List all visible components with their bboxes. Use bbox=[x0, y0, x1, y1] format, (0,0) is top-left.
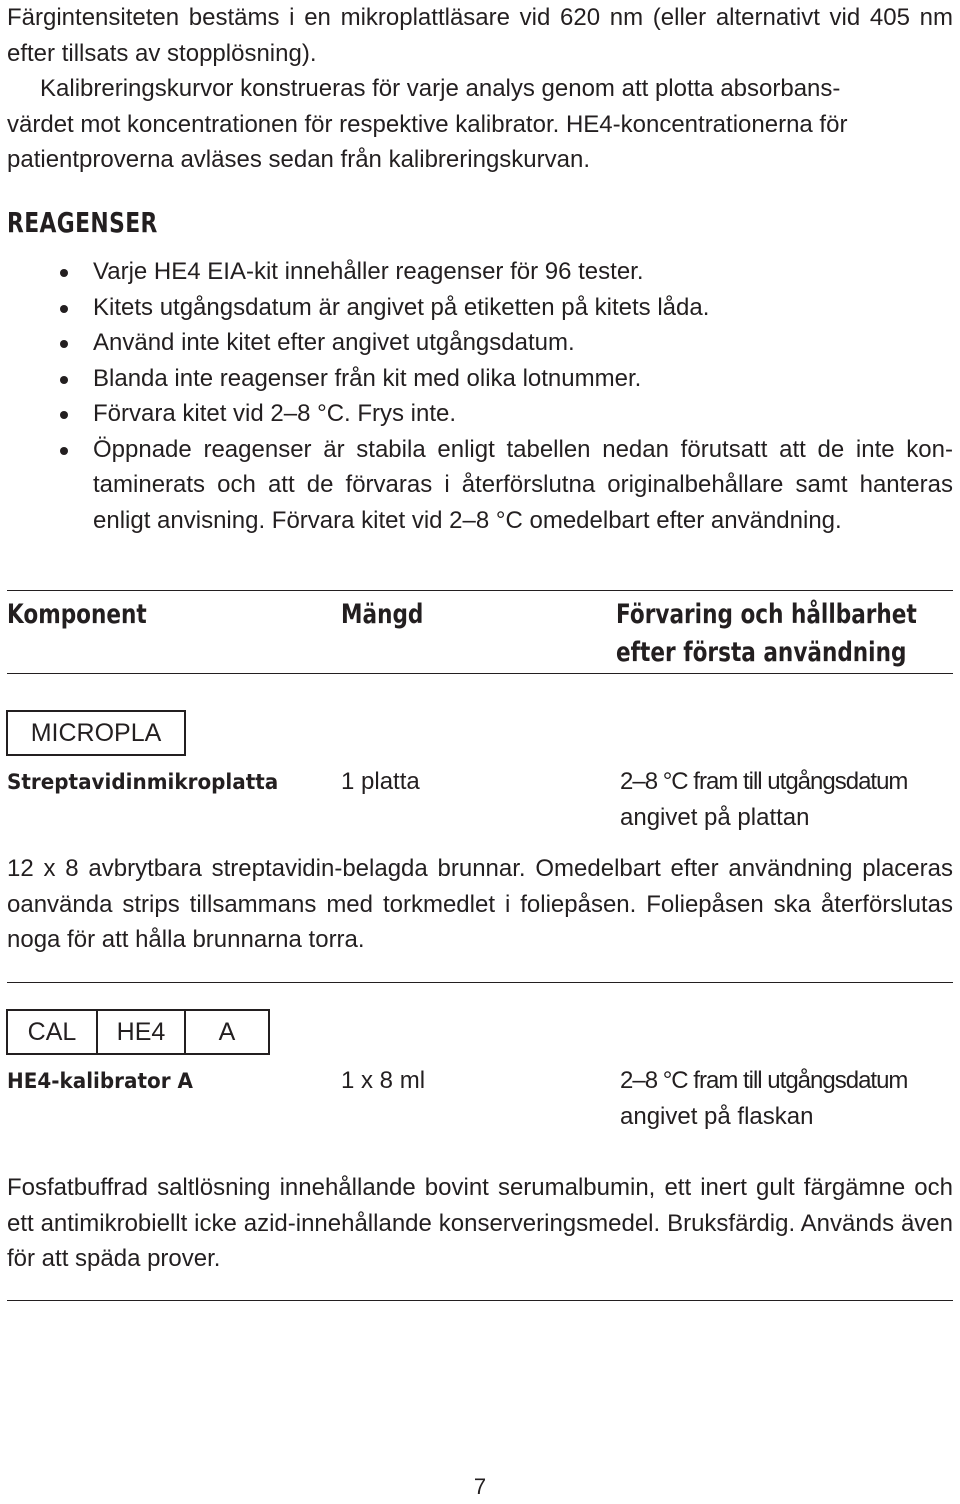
component-symbol-box bbox=[6, 1009, 270, 1055]
symbol-cell: A bbox=[184, 1011, 268, 1053]
table-header-rule bbox=[7, 673, 953, 674]
bullet-item bbox=[0, 432, 953, 539]
page-number: 7 bbox=[473, 1474, 487, 1499]
bullet-text: Använd inte kitet efter angivet utgångsdatum. bbox=[93, 329, 575, 356]
bullet-icon bbox=[60, 411, 68, 419]
column-header-storage-line-1: Förvaring och hållbarhet bbox=[616, 599, 917, 630]
storage-line: angivet på flaskan bbox=[620, 1102, 814, 1130]
component-storage bbox=[620, 1063, 950, 1134]
column-header-amount: Mängd bbox=[341, 599, 424, 630]
bullet-text: Varje HE4 EIA-kit innehåller reagenser för 96 tester. bbox=[93, 258, 644, 285]
bullet-text: Blanda inte reagenser från kit med olika lotnummer. bbox=[93, 364, 642, 392]
component-storage bbox=[620, 764, 950, 835]
column-header-storage-line-2: efter första användning bbox=[616, 637, 907, 668]
component-name: HE4-kalibrator A bbox=[7, 1069, 193, 1093]
bullet-item bbox=[0, 361, 953, 397]
bullet-item bbox=[0, 290, 953, 326]
table-bottom-rule bbox=[7, 1300, 953, 1301]
intro-paragraph-2-rest: värdet mot koncentrationen för respektive kalibrator. HE4-koncentrationerna för patientproverna avläses sedan från kalibreringskurvan. bbox=[7, 110, 848, 173]
bullet-item bbox=[0, 254, 953, 290]
section-heading-reagents: REAGENSER bbox=[7, 206, 158, 239]
table-top-rule bbox=[7, 590, 953, 591]
component-name: Streptavidinmikroplatta bbox=[7, 770, 279, 794]
column-header-component: Komponent bbox=[7, 599, 147, 630]
bullet-text: Förvara kitet vid 2–8 °C. Frys inte. bbox=[93, 400, 457, 427]
bullet-icon bbox=[60, 340, 68, 348]
reagents-bullet-list bbox=[0, 254, 960, 538]
bullet-icon bbox=[60, 376, 68, 384]
symbol-cell: CAL bbox=[27, 1017, 77, 1046]
bullet-icon bbox=[60, 269, 68, 277]
storage-line: angivet på plattan bbox=[620, 803, 810, 831]
bullet-text: Öppnade reagenser är stabila enligt tabellen nedan förutsatt att de inte kon- taminerats och att de förvaras i återförslutna originalbehållare samt hanteras enligt anvisning. Förvara kitet vid 2–8 °C omedelbart efter användning. bbox=[93, 435, 953, 534]
storage-line: 2–8 °C fram till utgångsdatum bbox=[620, 768, 908, 795]
component-amount: 1 x 8 ml bbox=[341, 1067, 426, 1094]
intro-section bbox=[7, 0, 953, 178]
component-symbol-box bbox=[6, 710, 186, 756]
component-amount: 1 platta bbox=[341, 768, 420, 795]
intro-paragraph-2-first-line: Kalibreringskurvor konstrueras för varje analys genom att plotta absorbans- bbox=[40, 75, 841, 102]
symbol-cell: HE4 bbox=[96, 1011, 184, 1053]
intro-paragraph-1: Färgintensiteten bestäms i en mikroplattläsare vid 620 nm (eller alternativt vid 405 nm efter tillsats av stopplösning). bbox=[7, 4, 953, 67]
bullet-item bbox=[0, 396, 953, 432]
bullet-icon bbox=[60, 447, 68, 455]
symbol-cell: MICROPLA bbox=[30, 718, 162, 747]
component-description: Fosfatbuffrad saltlösning innehållande bovint serumalbumin, ett inert gult färgämne och ett antimikrobiellt icke azid-innehållande konserveringsmedel. Bruksfärdig. Används även för att späda prover. bbox=[7, 1174, 953, 1272]
storage-line: 2–8 °C fram till utgångsdatum bbox=[620, 1067, 908, 1094]
component-description: 12 x 8 avbrytbara streptavidin-belagda brunnar. Omedelbart efter användning placeras oanvända strips tillsammans med torkmedlet i foliepåsen. Foliepåsen ska återförslutas noga för att hålla brunnarna torra. bbox=[7, 855, 953, 953]
bullet-item bbox=[0, 325, 953, 361]
row-divider-rule bbox=[7, 982, 953, 983]
bullet-icon bbox=[60, 305, 68, 313]
bullet-text: Kitets utgångsdatum är angivet på etiketten på kitets låda. bbox=[93, 293, 710, 321]
